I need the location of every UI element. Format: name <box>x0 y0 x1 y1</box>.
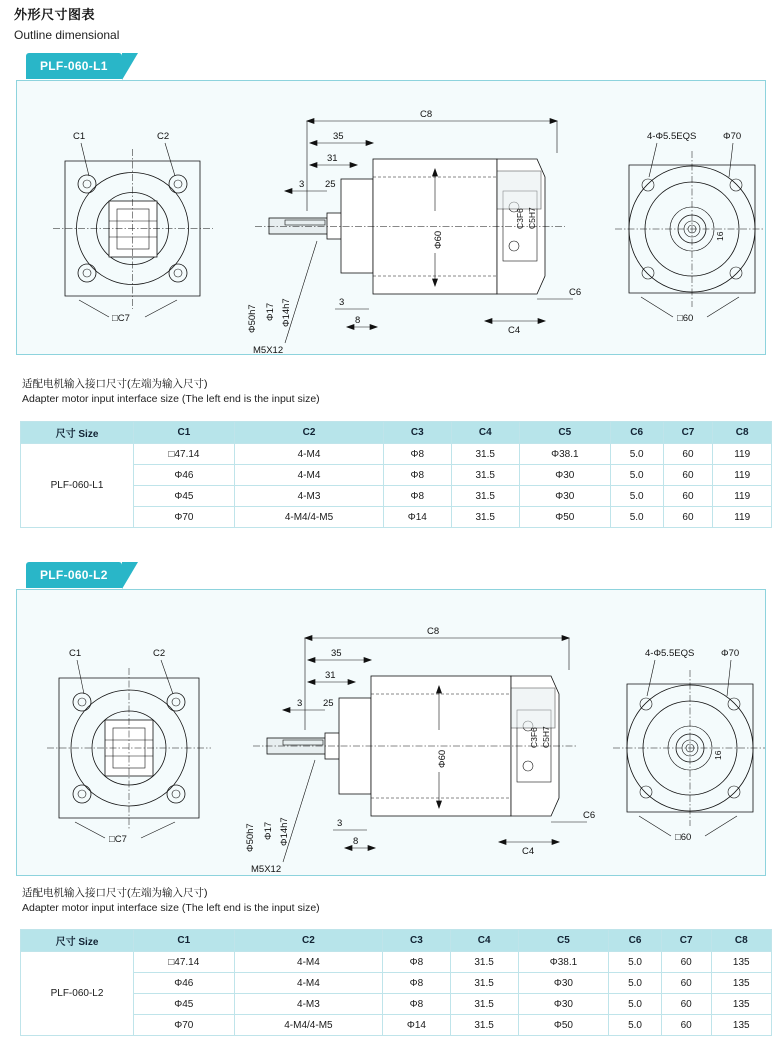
cell: □47.14 <box>134 444 235 465</box>
cell: Φ14 <box>383 1015 450 1036</box>
cell: 60 <box>661 952 711 973</box>
cell: □47.14 <box>134 952 235 973</box>
svg-text:□60: □60 <box>677 313 694 324</box>
svg-text:C5H7: C5H7 <box>527 207 537 229</box>
th-c1: C1 <box>134 422 235 444</box>
model-tab-l1: PLF-060-L1 <box>26 53 122 79</box>
cell: 31.5 <box>451 465 519 486</box>
cell: Φ45 <box>134 994 235 1015</box>
table-row <box>21 1015 772 1036</box>
th-c6: C6 <box>609 930 662 952</box>
cell: 31.5 <box>451 507 519 528</box>
cell: Φ70 <box>134 507 235 528</box>
table-row <box>21 465 772 486</box>
model-tab-l2: PLF-060-L2 <box>26 562 122 588</box>
cell: 31.5 <box>450 1015 518 1036</box>
cell: 119 <box>713 444 772 465</box>
drawing-l1 <box>17 81 765 354</box>
svg-text:Φ14h7: Φ14h7 <box>281 298 292 327</box>
cell: Φ45 <box>134 486 235 507</box>
svg-text:16: 16 <box>713 750 723 760</box>
dimension-table-l1 <box>20 421 772 528</box>
svg-text:3: 3 <box>337 818 343 829</box>
svg-text:C1: C1 <box>69 648 82 659</box>
th-c4: C4 <box>450 930 518 952</box>
cell: 4-M4 <box>234 952 383 973</box>
th-c5: C5 <box>518 930 608 952</box>
svg-text:C6: C6 <box>583 810 596 821</box>
svg-text:35: 35 <box>333 131 344 142</box>
th-size: 尺寸 Size <box>21 930 134 952</box>
svg-text:Φ17: Φ17 <box>263 821 274 840</box>
table-row <box>21 973 772 994</box>
svg-text:Φ50h7: Φ50h7 <box>245 823 256 852</box>
svg-text:C4: C4 <box>508 325 521 336</box>
th-c6: C6 <box>610 422 663 444</box>
th-c8: C8 <box>713 422 772 444</box>
cell: 31.5 <box>450 952 518 973</box>
svg-text:C3F6: C3F6 <box>515 208 525 229</box>
cell: 4-M4 <box>234 444 383 465</box>
svg-text:C6: C6 <box>569 287 582 298</box>
svg-text:Φ70: Φ70 <box>723 131 742 142</box>
page-title-en: Outline dimensional <box>14 28 120 42</box>
svg-text:C5H7: C5H7 <box>541 726 551 748</box>
cell: Φ8 <box>383 994 450 1015</box>
table-header-row <box>21 930 772 952</box>
cell: 5.0 <box>609 973 662 994</box>
th-c2: C2 <box>234 422 383 444</box>
th-c1: C1 <box>134 930 235 952</box>
cell: 60 <box>661 1015 711 1036</box>
page-title-cn: 外形尺寸图表 <box>14 7 96 22</box>
svg-text:M5X12: M5X12 <box>253 345 284 354</box>
svg-text:Φ17: Φ17 <box>265 302 276 321</box>
th-size: 尺寸 Size <box>21 422 134 444</box>
drawing-frame-l2 <box>16 589 766 876</box>
cell: Φ8 <box>384 486 451 507</box>
cell: 135 <box>711 952 772 973</box>
th-c5: C5 <box>519 422 610 444</box>
th-c3: C3 <box>383 930 450 952</box>
svg-text:C4: C4 <box>522 846 535 857</box>
cell: 119 <box>713 486 772 507</box>
th-c8: C8 <box>711 930 772 952</box>
cell: 5.0 <box>610 507 663 528</box>
cell: 135 <box>711 994 772 1015</box>
svg-text:C8: C8 <box>427 626 440 637</box>
table-row <box>21 994 772 1015</box>
cell: 31.5 <box>451 444 519 465</box>
caption-l1-cn: 适配电机输入接口尺寸(左端为输入尺寸) <box>22 378 208 390</box>
svg-text:Φ70: Φ70 <box>721 648 740 659</box>
cell: Φ30 <box>518 973 608 994</box>
cell: 4-M3 <box>234 486 383 507</box>
cell: Φ38.1 <box>518 952 608 973</box>
cell: 31.5 <box>450 994 518 1015</box>
caption-l2-cn: 适配电机输入接口尺寸(左端为输入尺寸) <box>22 887 208 899</box>
cell: 5.0 <box>610 486 663 507</box>
cell: 4-M4/4-M5 <box>234 1015 383 1036</box>
caption-l2-en: Adapter motor input interface size (The left end is the input size) <box>22 902 320 915</box>
cell: Φ70 <box>134 1015 235 1036</box>
cell: 4-M3 <box>234 994 383 1015</box>
table-row <box>21 952 772 973</box>
drawing-l2 <box>17 590 765 875</box>
svg-text:8: 8 <box>355 315 361 326</box>
svg-text:Φ14h7: Φ14h7 <box>279 817 290 846</box>
svg-text:25: 25 <box>325 179 336 190</box>
cell: 60 <box>661 973 711 994</box>
th-c7: C7 <box>663 422 713 444</box>
cell: 119 <box>713 465 772 486</box>
caption-l1-en: Adapter motor input interface size (The left end is the input size) <box>22 393 320 406</box>
cell: 31.5 <box>450 973 518 994</box>
cell: 60 <box>663 507 713 528</box>
page-title <box>14 4 119 42</box>
svg-text:C3F6: C3F6 <box>529 727 539 748</box>
table-row <box>21 444 772 465</box>
caption-l2 <box>22 886 320 916</box>
svg-text:Φ50h7: Φ50h7 <box>247 304 258 333</box>
cell: 4-M4 <box>234 973 383 994</box>
svg-text:C2: C2 <box>157 131 170 142</box>
caption-l1 <box>22 377 320 407</box>
th-c3: C3 <box>384 422 451 444</box>
table-row <box>21 486 772 507</box>
table-header-row <box>21 422 772 444</box>
cell: Φ8 <box>384 444 451 465</box>
svg-text:8: 8 <box>353 836 359 847</box>
cell: 60 <box>663 486 713 507</box>
cell: Φ50 <box>519 507 610 528</box>
svg-text:C1: C1 <box>73 131 86 142</box>
cell: Φ50 <box>518 1015 608 1036</box>
svg-text:Φ60: Φ60 <box>433 230 444 249</box>
svg-text:4-Φ5.5EQS: 4-Φ5.5EQS <box>645 648 695 659</box>
cell: 31.5 <box>451 486 519 507</box>
cell: 5.0 <box>609 1015 662 1036</box>
cell: Φ8 <box>384 465 451 486</box>
th-c7: C7 <box>661 930 711 952</box>
drawing-frame-l1 <box>16 80 766 355</box>
svg-text:□C7: □C7 <box>112 313 130 324</box>
cell: 5.0 <box>609 952 662 973</box>
svg-text:25: 25 <box>323 698 334 709</box>
svg-text:35: 35 <box>331 648 342 659</box>
cell: Φ38.1 <box>519 444 610 465</box>
svg-text:C2: C2 <box>153 648 166 659</box>
cell: 5.0 <box>610 444 663 465</box>
cell: 60 <box>663 444 713 465</box>
svg-text:□C7: □C7 <box>109 834 127 845</box>
svg-text:Φ60: Φ60 <box>437 749 448 768</box>
cell: Φ46 <box>134 973 235 994</box>
dimension-table-l2 <box>20 929 772 1036</box>
svg-text:16: 16 <box>715 231 725 241</box>
cell: 5.0 <box>610 465 663 486</box>
cell: Φ8 <box>383 973 450 994</box>
svg-text:C8: C8 <box>420 109 433 120</box>
svg-text:31: 31 <box>325 670 336 681</box>
cell: Φ30 <box>519 465 610 486</box>
svg-text:3: 3 <box>339 297 345 308</box>
cell: 60 <box>661 994 711 1015</box>
th-c4: C4 <box>451 422 519 444</box>
th-c2: C2 <box>234 930 383 952</box>
cell: 135 <box>711 973 772 994</box>
svg-text:M5X12: M5X12 <box>251 864 282 875</box>
svg-text:3: 3 <box>297 698 303 709</box>
cell: Φ8 <box>383 952 450 973</box>
row-model-label: PLF-060-L2 <box>21 952 134 1036</box>
cell: Φ14 <box>384 507 451 528</box>
cell: Φ46 <box>134 465 235 486</box>
cell: 4-M4/4-M5 <box>234 507 383 528</box>
cell: 119 <box>713 507 772 528</box>
cell: Φ30 <box>519 486 610 507</box>
svg-text:□60: □60 <box>675 832 692 843</box>
cell: 5.0 <box>609 994 662 1015</box>
row-model-label: PLF-060-L1 <box>21 444 134 528</box>
cell: 135 <box>711 1015 772 1036</box>
svg-text:3: 3 <box>299 179 305 190</box>
cell: 60 <box>663 465 713 486</box>
svg-text:31: 31 <box>327 153 338 164</box>
table-row <box>21 507 772 528</box>
svg-text:4-Φ5.5EQS: 4-Φ5.5EQS <box>647 131 697 142</box>
cell: 4-M4 <box>234 465 383 486</box>
cell: Φ30 <box>518 994 608 1015</box>
